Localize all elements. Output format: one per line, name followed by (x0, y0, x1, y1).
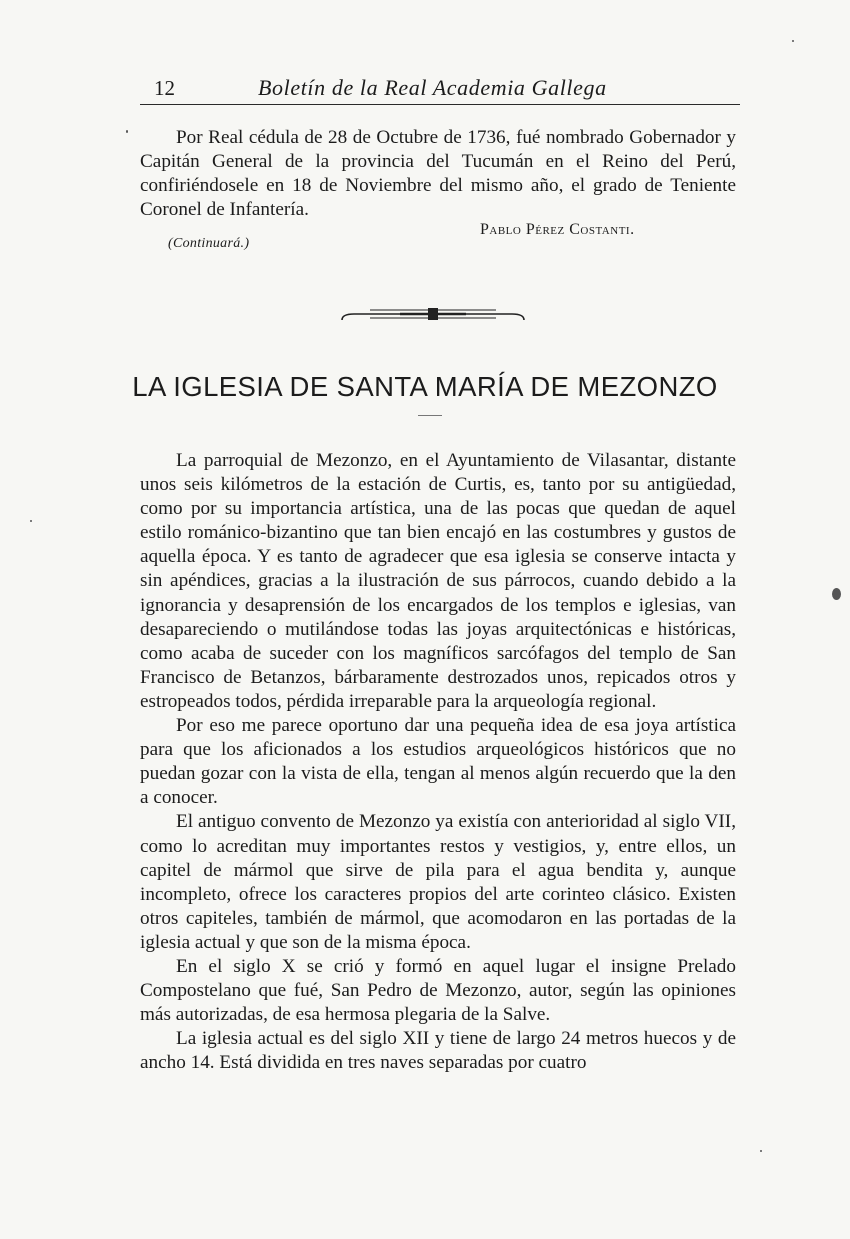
ink-speck (792, 40, 794, 42)
paragraph: La parroquial de Mezonzo, en el Ayuntamiento de Vilasantar, distante unos seis kilómetros de la estación de Curtis, es, tanto por su antigüedad, como por su importancia artística, una de las pocas que quedan de aquel estilo románico-bizantino que tan bien encajó en las costumbres y gustos de aquella época. Y es tanto de agradecer que esa iglesia se conserve intacta y sin apéndices, gracias a la ilustración de sus párrocos, cuando debido a la ignorancia y desaprensión de los encargados de los templos e iglesias, van desapareciendo o mutilándose todas las joyas arquitectónicas e históricas, como acaba de suceder con los magníficos sarcófagos del templo de San Francisco de Betanzos, bárbaramente destrozados unos, repicados otros y estropeados todos, pérdida irreparable para la arqueología regional. (140, 450, 736, 712)
paragraph: Por Real cédula de 28 de Octubre de 1736, fué nombrado Gobernador y Capitán General de la provincia del Tucumán en el Reino del Perú, confiriéndosele en 18 de Noviembre del mismo año, el grado de Teniente Coronel de Infantería. (140, 127, 736, 221)
paragraph: La iglesia actual es del siglo XII y tiene de largo 24 metros huecos y de ancho 14. Está dividida en tres naves separadas por cuatro (140, 1028, 736, 1074)
ink-speck (126, 130, 128, 133)
article-body (140, 449, 736, 1075)
title-underline (418, 415, 442, 416)
author-signature: Pablo Pérez Costanti. (480, 221, 635, 238)
paragraph: Por eso me parece oportuno dar una pequeña idea de esa joya artística para que los aficionados a los estudios arqueológicos históricos que no puedan gozar con la vista de ella, tengan al menos algún recuerdo que la den a conocer. (140, 715, 736, 809)
running-header (140, 74, 740, 105)
ink-speck (832, 588, 841, 600)
paragraph: En el siglo X se crió y formó en aquel lugar el insigne Prelado Compostelano que fué, San Pedro de Mezonzo, autor, según las opiniones más autorizadas, de esa hermosa plegaria de la Salve. (140, 955, 736, 1026)
journal-title: Boletín de la Real Academia Gallega (258, 75, 607, 100)
section-divider-ornament (340, 306, 526, 324)
previous-article-ending (140, 126, 736, 222)
article-title: LA IGLESIA DE SANTA MARÍA DE MEZONZO (132, 371, 718, 402)
page-number: 12 (154, 76, 175, 100)
ink-speck (760, 1150, 762, 1152)
ink-speck (30, 520, 32, 522)
continued-note: (Continuará.) (168, 236, 250, 251)
paragraph: El antiguo convento de Mezonzo ya existía con anterioridad al siglo VII, como lo acreditan muy importantes restos y vestigios, y, entre ellos, un capitel de mármol que sirve de pila para el agua bendita y, aunque incompleto, ofrece los caracteres propios del arte corinteo clásico. Existen otros capiteles, también de mármol, que acomodaron en las portadas de la iglesia actual y que son de la misma época. (140, 811, 736, 953)
